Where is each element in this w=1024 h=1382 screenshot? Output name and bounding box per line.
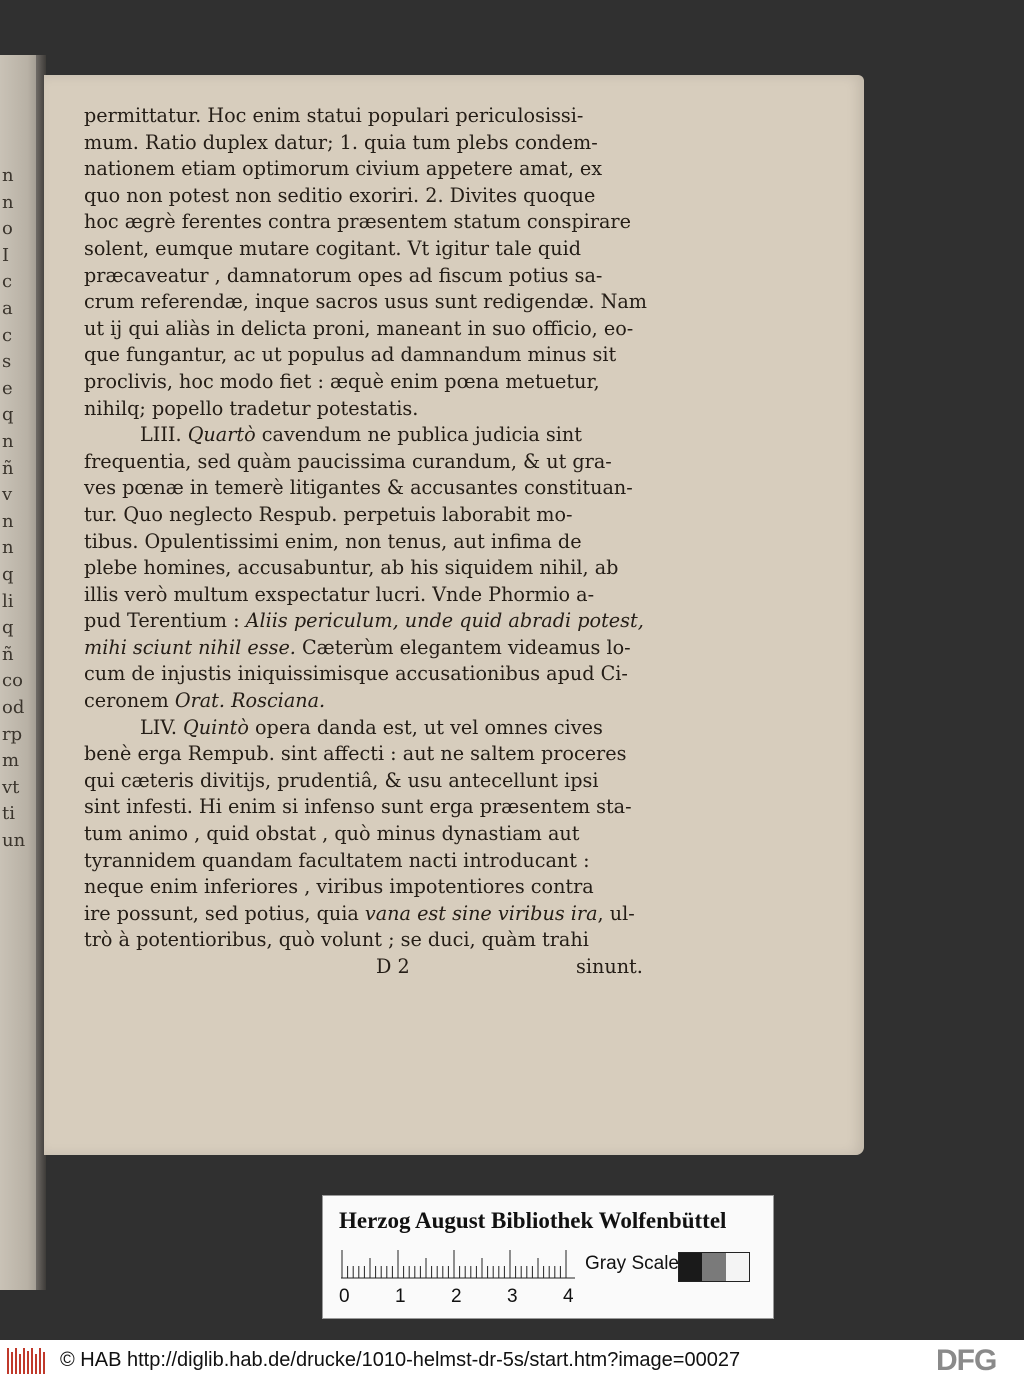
text-run: Cæterùm elegantem videamus lo- — [295, 635, 631, 659]
scale-number: 4 — [563, 1286, 574, 1307]
swatch-mid — [702, 1253, 725, 1281]
text-line: hoc ægrè ferentes contra præsentem statum conspirare — [84, 210, 631, 234]
italic-word: Quintò — [183, 715, 249, 739]
text-line: mum. Ratio duplex datur; 1. quia tum plebs condem- — [84, 130, 598, 154]
text-line: frequentia, sed quàm paucissima curandum, & ut gra- — [84, 449, 612, 473]
text-line: tur. Quo neglecto Respub. perpetuis laborabit mo- — [84, 502, 573, 526]
edge-glyph: q — [2, 404, 14, 426]
edge-glyph: n — [2, 431, 14, 452]
paragraph-number: LIV. — [140, 715, 177, 739]
edge-glyph: c — [2, 324, 13, 346]
catchword: sinunt. — [576, 955, 643, 978]
text-line: tyrannidem quandam facultatem nacti introducant : — [84, 848, 590, 872]
edge-glyph: m — [2, 750, 20, 772]
text-line: tibus. Opulentissimi enim, non tenus, aut infima de — [84, 529, 582, 553]
edge-glyph: co — [2, 670, 23, 692]
text-run: opera danda est, ut vel omnes cives — [248, 715, 603, 739]
scale-number: 0 — [339, 1286, 350, 1307]
gray-scale-label: Gray Scale — [585, 1253, 679, 1274]
quote-text: vana est sine viribus ira — [364, 901, 598, 925]
text-line: ut ij qui aliàs in delicta proni, maneant in suo officio, eo- — [84, 316, 634, 340]
edge-glyph: n — [2, 165, 14, 186]
paragraph-number: LIII. — [140, 423, 182, 447]
book-page — [44, 75, 864, 1155]
swatch-dark — [679, 1253, 702, 1281]
italic-word: Quartò — [187, 423, 256, 447]
dfg-logo: DFG — [936, 1344, 997, 1377]
text-line: trò à potentioribus, quò volunt ; se duci, quàm trahi — [84, 928, 589, 952]
quote-text: mihi sciunt nihil esse. — [84, 635, 296, 659]
edge-glyph: q — [2, 564, 14, 585]
text-run: ceronem — [84, 689, 175, 713]
scale-number: 2 — [451, 1286, 462, 1307]
text-line: nationem etiam optimorum civium appetere amat, ex — [84, 157, 603, 181]
edge-glyph: v — [2, 484, 13, 506]
text-line — [84, 901, 654, 928]
text-line: plebe homines, accusabuntur, ab his siquidem nihil, ab — [84, 556, 619, 580]
text-line — [84, 608, 654, 635]
text-line: sint infesti. Hi enim si infenso sunt erga præsentem sta- — [84, 795, 632, 819]
quote-text: Aliis periculum, unde quid abradi potest, — [245, 609, 644, 633]
edge-glyph: ñ — [2, 457, 14, 479]
viewer-footer — [0, 1340, 1024, 1382]
edge-glyph: rp — [2, 723, 23, 745]
scale-numbers — [339, 1286, 579, 1310]
edge-glyph: od — [2, 697, 25, 718]
library-name: Herzog August Bibliothek Wolfenbüttel — [339, 1208, 727, 1233]
ruler-scale — [341, 1248, 577, 1280]
text-line: neque enim inferiores , viribus impotentiores contra — [84, 875, 594, 899]
text-line: qui cæteris divitijs, prudentiâ, & usu antecellunt ipsi — [84, 768, 599, 792]
text-run: ire possunt, sed potius, quia — [84, 901, 365, 925]
scale-number: 1 — [395, 1286, 406, 1307]
text-line: crum referendæ, inque sacros usus sunt redigendæ. Nam — [84, 290, 648, 314]
paragraph-heading — [84, 422, 654, 449]
edge-glyph: s — [2, 351, 12, 373]
text-line: tum animo , quid obstat , quò minus dynastiam aut — [84, 822, 580, 846]
swatch-light — [726, 1253, 749, 1281]
text-line: præcaveatur , damnatorum opes ad fiscum potius sa- — [84, 263, 603, 287]
text-line: cum de injustis iniquissimisque accusationibus apud Ci- — [84, 662, 628, 686]
text-line: nihilq; popello tradetur potestatis. — [84, 396, 419, 420]
text-run: , ul- — [597, 901, 635, 925]
source-url: © HAB http://diglib.hab.de/drucke/1010-helmst-dr-5s/start.htm?image=00027 — [60, 1349, 741, 1371]
text-run: cavendum ne publica judicia sint — [255, 423, 582, 447]
edge-glyph: vt — [2, 776, 20, 798]
edge-glyph: n — [2, 191, 14, 213]
edge-glyph: un — [2, 830, 26, 851]
paragraph-heading — [84, 715, 654, 742]
color-calibration-card — [322, 1195, 774, 1319]
page-text — [84, 103, 654, 981]
hab-logo-icon — [6, 1346, 48, 1376]
edge-glyph: n — [2, 510, 14, 532]
text-line: proclivis, hoc modo fiet : æquè enim pœna metuetur, — [84, 369, 600, 393]
text-line: ves pœnæ in temerè litigantes & accusantes constituan- — [84, 476, 633, 500]
text-line — [84, 688, 654, 715]
edge-glyph: a — [2, 298, 13, 319]
citation-text: Orat. Rosciana. — [174, 689, 326, 713]
edge-glyph: e — [2, 377, 13, 399]
text-line: solent, eumque mutare cogitant. Vt igitur tale quid — [84, 236, 581, 260]
page-footer — [84, 954, 654, 981]
edge-glyph: c — [2, 271, 13, 293]
gray-swatches — [678, 1252, 750, 1282]
edge-glyph: li — [2, 590, 14, 612]
edge-glyph: q — [2, 617, 14, 639]
text-line: permittatur. Hoc enim statui populari periculosissi- — [84, 104, 584, 127]
text-line: que fungantur, ac ut populus ad damnandum minus sit — [84, 343, 617, 367]
signature-mark: D 2 — [376, 955, 410, 978]
text-line: illis verò multum exspectatur lucri. Vnde Phormio a- — [84, 582, 595, 606]
text-run: pud Terentium : — [84, 609, 246, 633]
text-line: quo non potest non seditio exoriri. 2. Divites quoque — [84, 183, 596, 207]
text-line — [84, 635, 654, 662]
edge-glyph: ñ — [2, 643, 14, 665]
edge-glyph: ti — [2, 803, 15, 825]
edge-glyph: I — [2, 244, 10, 266]
edge-glyph: o — [2, 218, 13, 240]
text-line: benè erga Rempub. sint affecti : aut ne saltem proceres — [84, 742, 627, 766]
edge-glyph: n — [2, 537, 14, 559]
scale-number: 3 — [507, 1286, 518, 1307]
